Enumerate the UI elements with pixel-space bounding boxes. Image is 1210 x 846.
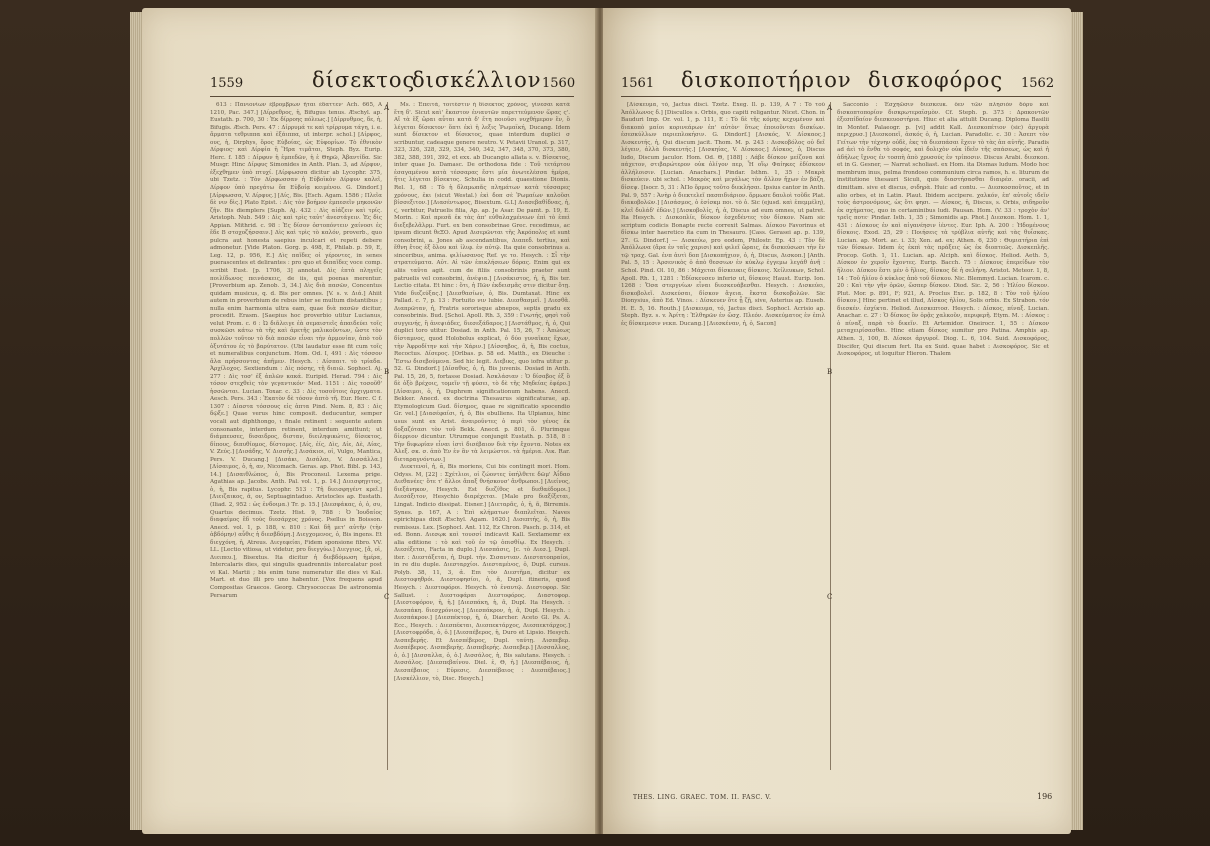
left-page [142,8,597,834]
column-rule [387,102,388,770]
entry-text: 613 : Πανιονίων ἐβρομβρων ῆται ἐδαττεν· Ach. 665, A 1210, Pac. 347.] [Δίρρεθρος, ἡ, Bifugus tenus. Æschyl. ap. Eustath. p. 700, 30 : Ἐκ δίρροης πόλεως.] [Δίρρυθμος, δε, ἡ, Bifugis. Æsch. Pers. 47 : Δίρρυμά τε καὶ τρίρρυμα τάγη, i. e. ἅρματα τεθριππα καὶ ἑξάιππα, ut interpr. schol.] [Δίρφος, ους, ἡ, Dirphys, ὄρος Εὐβοίας, ὡς Εὐφορίων. Τὸ ἐθνικὸν Δίρφιος· καὶ Δίρφία ἡ Ἥρα τιμᾶται, Steph. Byz. Eurip. Herc. f. 185 : Δίρφυν ἡ ἐμπεδῶν, ἡ ἐ Θηρῶ, Ἀβαντίδα. Sic Musgr. Hinc Δίρφυς Simonides in Anth. Plan. 3, ad Δίρφυν, ἐξεχθημεν ὑπὸ πτυχί. [Δίρφωσσα dicitur ab Lycophr. 375, ubi Tzetz. : Τὸν Δίρφωσσαν ἡ Εὐβοϊκὸν Δίρφυν καλεῖ, Δίρφον ὑπὸ πρεγάτω ὄπ Εὐβοίᾳ κειμένου. G. Dindorf.] [Δίρφωσσα, V. Δίρφυς.] [Δίς, Bis. [Esch. Agam. 1586 ; Πλεῖα δὲ νιν δὶς.] Plato Epist. : Δὶς τὸν βοήμον ἐμπεσεῖν μηκονῶν ζῆν. Bis diemplers [Suph. Aj. 432 : Δὶς αἰάζειν καὶ τρίς. Aristoph. Nub. 549 : Δὶς καὶ τρὶς ταὐτ' ἀνεστάγειν. Ἐς δὶς Appian. Mithrid. c. 98 : Ἐς δίσον ὀστοπόντειν χαίνοσι ἐς ἔδε B στοχοζήσσαιν.] Δὶς καὶ τρὶς τὸ καλόν, proverb., quo pulcra aut honesta saepius inculcari et repeti debere admonetur. [Vide Platon. Gorg. p. 498, E, Philab. p. 59, E, Leg. 12, p. 956, E.] Δὶς παῖδες οἱ γέροντες, in senes puerascentes et delirantes : pro quo et διπαῖδες voce comp. scribit Eust. [p. 1706, 3] annotat. Δὶς ἐπτὰ πληγεῖς ποιλίδωνος πεινάσκεις, de iis, qui poenas merentur. [Proverbium ap. Zenob. 3, 34.] Δὶς διὰ πασῶν, Concentus quidam musicus, q. d. Bis per omnes. [V. s. v. Διά.] Ahiit autem in proverbium de rebus inter se multum distantibus ; nulla enim harmonia ultra eam, quae διὰ πασῶν dicitur, procedit. Erasm. [Saepius hoc proverbio utitur Lucianus, velut Prom. c. 6 : Ὡ διᾶλειγε ἐὰ σεμαιστεῖς ἀπαιδεύει τοῖς συσκῶσι κάτω τὰ τῆς καὶ ἀρετῆς μαλικοῦντων, ὥστε τὸν πολλῶν τοῦτον τὸ διὰ πασῶν εἶναι τὴν ἀρμονίαν, ἀπὸ τοῦ ὀξυτάτου ἐς τὸ βαρύτατον. (Ubi laudatur esse fit cum τοῖς et numeralibus conjunctum. Hom. Od. I, 491 : Δὶς τόσσον ἅλα πρήσσοντας ἀπῆμεν. Hesych. : Δίσπαιτ. τὸ τρίαδα. Ἀρχίλοχος. Sextiendum : Δὶς πόσης, τῆ διαιῶ. Sophocl. Aj. 277 : Δὶς τοσ' ἐξ ἁπλῶν κακά. Euripid. Herad. 794 : Δὶς τόσον στεχθεὶς τὸν γεγαντικόν· Med. 1151 : Δὶς τοσοῦθ' ἡσσῶνται. Lucian. Toxar. c. 33 : Δὶς τοσοῦτοις ἀρχιγματα. Aesch. Pers. 343 : Ἐκατὸν δὲ τόσον ἀπτὸ τῆ. Eur. Herc. C f. 1307 : Δίαστα τόσσους εἰς ἀπτα Pind. Nem. 8, 83 : Δὶς δῷξε.] Quae verus hinc composit. deducuntur, semper vocali aut diphthongo, ι finale retinent : sequente autem consonante, interdum retinent, interdum amittunt; ut διάμπευσες, δισαιδρος, δισταν, διειληφικώτις, δίσεκτος, δίπους, διπυθίομος, δίστομος. [Δίς, ἐίς, Δὶς, Δίε, Δὲ, Δίας, V. Ζεύς.] [Δισάδης, V. Δισσῆς.] Δισάκιοι, οἱ, Vulgo, Mantica, Pers. V. Ducang.] [Δισάκι, Δισάλαι, V. Δισσάλλα.] [Δίσαιμος, ὁ, ἡ, αν, Nicomach. Geras. ap. Phot. Bibl. p. 143, 14.] [Δισαιθλώπος, ὁ, Bis Proconsul. Lexema prige. Agathias ap. Jacobs. Anth. Pal. vol. 1, p. 14.] Διεισφηγιτος, ὁ, ἡ, Bis rapitus. Lycophr. 513 : Τῆ διεισφηγέντ κρεῖ.] [Διειζαικος, ᾰ, ον, Septuagintaduo. Aristocles ap. Eustath. (Iliad. 2, 952 : ὡς ἐνδοιμα.) Tr. p. 15.] [Διεσφάκας, ὁ, ὁ, συ, Quartus decimus. Tzetz. Hist. 9, 788 : Ὁ Ἰουδαίος διαφαίμος ἔδ τοὺς διεσάρχος χρόνος. Psellus in Boisson. Anecd. vol. 1, p. 188, v. 810 : Καὶ δῆ μετ' αὐτῆν (τὴν ἀβδόμην) αὖθις ἡ διεσβδόμη.] Διεγχομενος, ὁ, Bis ingens. Et διεγχόνη, ἡ, Atreus. Διεγεφείαι, Fidem sponsione fibro. VV. LL. [Lectio vitiosa, ut videtur, pro διεγγύω.] Διεγγιος, [ἄ, οἱ, Διειπευ.], Bisextus. Ita dicitur ἡ διεβδόμωση ἡμέρα, Intercalaris dies, qui singulis quadrenniis intercalatur post vi Kal. Martii ; bis enim tune numeratur ille dies vi Kal. Mart. et duo illi pro uno habentur. [Vox frequens apud Compositas Graecos. Georg. Chrysococcas De astronomia Persarum [210,102,382,599]
page-number: 1559 [210,76,244,91]
running-headword: δισκοφόρος [868,68,1004,92]
running-headword: δισκέλλιον [412,68,542,92]
running-headword: δισκοποτήριον [681,68,852,92]
column-rule [830,102,831,770]
left-page-header [142,68,597,98]
margin-letter: C [827,593,833,601]
signature-number: 196 [1037,792,1053,801]
signature-line: THES. LING. GRAEC. TOM. II. FASC. V. [633,794,772,801]
margin-letter: B [384,368,390,376]
right-page-header [603,68,1071,98]
header-rule [210,96,574,97]
page-number: 1562 [1021,76,1055,91]
right-page [603,8,1071,834]
text-column [837,102,1049,770]
page-stack-right [1069,12,1083,830]
entry-text: Διεκτενοί, ἡ, ᾱ, Bis moriens, Cui bis contingit mori. Hom. Odyss. M, [22] : Σχέτλιοι, οἱ ζώοντες ὑπήλθετε δῶμ' Ἀΐδαο Διεθανέες· ὅτε τ' ἄλλοι ἅπαξ θνήσκουσ' ἄνθρωποι.] [Διείνος, διεξάνηκον, Hesych. Est διεζίθος et διεθαέδομοι.] Διεσάξιτον, Hesychio διαρέχεται. [Male pro διαξίξεται, Lingat. Indicio dissipat. Eisner.] [Διεταρᾶς, ὁ, ἡ, ᾶ, Birremis. Synes. p. 167, A : Ἐπὶ κλήματων διαπλεῖται. Naves epirichipas dixit Æschyl. Agam. 1620.] Δισεπτής, ὁ, ἡ, Bis remissus. Lex. [Sophocl. Ant. 112, Ez Chron. Pasch. p. 314, et ed. Bonn. Διεσῳκ καὶ τουσσί indicavit Kall. Sextamemr ex alia editione : τὸ καὶ τοῦ ἐν τῷ ὀπισθίῳ. Ex Hesych. : Διεσέξεται, Facta in duplo.] Διεσπάσις, [c. τὸ Διεσ.], Dupl. iter. : Διεστάξεται, ἡ, Dupl. τὴν. Σισαντιαν. Διεστατοπραίοι, in re diu duple. Διεσταρχίοι. Διεσταμένος, ὁ, Dupl. cursus. Polyb. 38, 11, 3, ἀ. Επι τὸν Διεστῆμα, dicitur ex Διεστοφηθρόι. Διεστοφησίοι, ὁ, ᾶ, Dupl. itineris, quod Hesych. : Διεστοφόροι. Hesych. τὸ ἐναυτῷ. Διεστοφορ. Sic Sallust. : Διεστοφάραι Διεστοφόρος. Διαστοφορ. [Διεστοφόρον, ἡ, ἡ.] [Διεσπάκη, ἡ, ᾶ, Dupl. Ita Hesych. : Διεσπάκη. διεσχρόνιος.] [Διεσπάκρον, ἡ, ᾶ, Dupl. Hesych. : Διεσπάκρον.] [Διεσπέκτορ, ἡ, ὁ, Diarcher. Aceto Gl. Ps. A. Ecc., Hesych. : Διεσπέκται, Διεσπεκτάρχος, Διεσπεκτάρχος.] [Διεστοφρόδα, ὁ, ὁ.] [Διεσπέβερος, ἡ, Duro et Lipsio. Hesych. Δισπεβερής. Et Διεσπέβερος, Dupl. ταύτῃ. Δισπεβερ. Δισπέβερος. Δισπεβερὴς. Δισπεβερής. Δισπεβερ.] [Δισσαλλος, ὁ, ὁ.] [Δισσαλλα, ὁ, ὁ.] Δισσάλος, ἡ, Bis salutans. Hesych. : Δισσάλος. [Διεσπεβαίνου. Diel. ἐ, Θ, ἡ.] [Διεσπέβαιος, ἡ, Διεσπέβαιος : Εὐρεσις. Διεσπέβαιος : Διεσπέβαιος.] [Δισκέλλιον, τὸ, Disc. Hesych.] [394,464,570,682]
entry-text: Ms. : Ἐπειτὰ, τοιτέστιν ἡ δίσεκτος χρόνος, γίνεσαι κατὰ ἔτη δ'. Sicut καὶ' ἕκαστον ἐνιαυτῶν παρεττεύμενον ὥρας ς'. Αἵ τὰ ἕξ ὥραι αὗται κατὰ δ' ἔτη ποιοῦσι νυχθήμερον ἕν, ὃ λέγεται δίσεκτον· ὅπτι ἐκὶ ἡ λεξις Ῥωμαϊκή, Ducang. Idem sunt δίσεκτον et δίσεκτος, quae interdum duplici σ scribuntur, cadeaque genere neutro. V. Petavii Uranol. p. 317, 323, 326, 328, 329, 334, 340, 342, 347, 348, 370, 373, 380, 382, 388, 391, 392, et exx. ab Ducangio allata s. v. Βίσεκτος, inter quae Jo. Damasc. De orthodoxa fide : Τοῦ τετάρτου ἐσαγαμένου κατὰ τέσσαρας ἔστι μία ἀνωτελέσσα ἡμέρα, ἥτις λέγεται βίσεκτος. Schulia in codd. quaestione Dionis. Rel. 1, 68 : Τὸ ἡ δλαμωπᾶς πλημάτων κατὰ τέσσαρες χρόνους, ἐκι (sicut Westal.) ἐκὶ δοπ σὲ Ῥωμαίων καλοῦσι βίσσεξιτον.] [Διασέντωρος, Bisextum. G.L] Διασεβαθίδνας, ἡ, ϛ, verbitur, Patruelis filia, Ap. ap. Je Asar. De pamt. p. 19, E. Morin. : Καὶ πρεσᾶ ἐκ τὰς ἀπ' εὐθαλαχμένεων ἐπὶ τὸ ἐπεὶ διεξεβελᾶλρμ. Furt. ex ben consobrinae Grec. recedimus, ac ipsum dicunt θεΞΟ. Apud Δισερῶνται τῆς Ἀκρόπολις et sunt consobrini, a. Jones ab ascendantibus, Διαπεδ. tertius, καὶ ἔθνη ἔτος ἐξ ὅλου καὶ ἰλιφ. ἐν αὐτῷ. Ita quie consobrinus a. sinceribus, anima. φιλίωσανος Ref. γε το. Hesych. : Σἶ τὴν στρατεύματα. Αὐτ. Αἱ τῶν ἐπικλήσεων δόρας. Enim qui ex aliis ταῦτα agit. cum de filiis consobrinis praeter sunt patruelis vel consobrini, ἀνέψια.] [Δισάκιστος, ἡ, ἡ, Bis ter. Lectio citata. Et hinc : ὅτι, ἡ Πῶν ἐκδεισμᾶς στιν dicitur ὅτῃ. Vide διεζεύξας.] [Διεσθασίων, ὁ, Bis. Dumtaxat. Hinc ex Pallad. c. 7, p. 13 : Fortuito νιν lubie. Διεσθασμεῖ. ] Διεσθᾶ. Διαπρῶταν, ἡ, Fratris sororisque abnepos, septis gradu ex consobrinis. Bud. [Schol. Apoll. Rh. 3, 359 : Γνωτής, φησὶ τοῦ συγγενής, ἢ ἀνεψιάδες, διεσεξάδαρος.] [Διστάθμος, ἡ, ὁ, Qui duplici toro utitur. Dosiad. in Anth. Pal. 15, 26, 7 : Ἀπώεως δίσταμνος, quod Holobolus explicat, ὁ δύο γυναῖκας ἔχων, τὴν Ἀφροδίτην καὶ τὴν Χάριν.] [Δίσσηβος, ᾶ, ἡ, Bis coctus, Recoctus. Δίσερος. [Orlbas. p. 58 ed. Matth., ex Dieuche : Ἔστω δισεβούμενα. Sed hic legit. Διεβικς, quo iofra utitur p. 52. G. Dindorf.] [Δίσαθος, ὁ, ἡ, Bis juvenis. Dosiad in Anth. Pal. 15, 26, 5, fortasse Dosiad. Ἀσκλάσιαν : Ὁ δίσαβος ἐξ ὃ δὲ ὁξὸ βρέχοις, τομεῖν τῇ φύσει, τὸ δὲ τῆς Μηδείας ἐφέρο.] [Δίσαιμοι, ὁ, ἡ, Duphrem significationum habens. Anecd. Bekker. Anecd. ex doctrina Thesaurus significaturae, ap. Etymologicum Gud. δίσημος, quae re significatio spocendio Gr. vel.] [Διασέφαίσι, ἡ, ὁ, Bis ebulliens. Ita Ulpianus, hinc usus sunt ex Arist. ἀναιροῦντες ὁ περὶ τὸν γένος ἐκ δοξαζότασι τὸν τοῦ Bekk. Anecd. p. 801, ὅ. Plurimque δίερριον dicuntur. Utrumque conjungit Eustath. p. 518, 8 : Τὴν διφωρίαν εἶναι ἱστὶ δισέβαιον διὰ τὴν ἔχοντα. Notes ex Ἀλεξ. σκ. σ. ἀπὸ Ἐν ἐν ἂν τὰ λειμώστοι. τὰ ἡμέρια. Λικ. Rar. διεταραγνόντων.] [394,102,570,463]
entry-text: [Δίσκευμα, τό, Jactus disci. Tzetz. Exeg. Il. p. 139, A 7 : Τὸ τοῦ Ἀπόλλωνος δ.] [Discullos s. Orbis, quo capiti religantur. Nicet. Chon. in Bauduri Imp. Or. vol. 1, p. 111, E : Τὸ δὲ τῆς κόμης κεχυμένον καὶ διακοπὸ μαίοι κορινεάρων ἐπ' αὐτὸν· ὅτως ἐποιοῦνται δισκίων. ἐσεσκύλλων περιεπλοκήσιν. G. Dindorf.] [Δισκός, V. Δίσκαος.] Δισκευτής, ἡ, Qui discum jacit. Thom. M. p. 243 : Δισκοβόλος οὐ δεῖ λέγειν, ἀλλὰ δισκευτής.] [Δισκηίας, V. Δίσκαος.] Δίσκος, ὁ, Discus ludo, Discum jaculor. Hom. Od. Θ, [188] : Λάβε δίσκον μείζονα καὶ πάχετον, στιβαρώτερον οὐκ ὀλίγον περ, Ἦ οἵῳ Φαίηκες ἐδίσκεον ἀλλήλοισιν. [Lucian. Anachars.] Pindar. Isthm. 1, 35 : Μακρὰ δισκεύειν. ubi schol. : Μακρὸς καὶ μεγάλως τὸν ἄλλον ἤχων ἐν βάζη, δίσεψ. [Isocr. 5, 31 : ἈΠο ὄρμος τοῦτο διεκλήσαι. Ipsius cantor in Anth. Pal. 9, 557 : Ἀνὴρ ὁ διεκτελεῖ πασπιδιάριον. ὅρμωσε δαυλοὶ τοῦδε Plat. διακοβολῶν.] [Δισάσμος, ὁ ἐσίσκμ ποι. τὸ ὁ. Sic (ejusd. καὶ ἐπεμμέλη), κλεῖ δυλάδ' ἐδῶν.] [Δισκοβολίς, ἡ, ἀ, Discus ad eum omnes, ut patret. Ita Hesych. : Δισκοπλίε, δίσκον ἐσχεδέντες τὸν δίσκον. Nam sic scriptum codicis Bonapte recte correxit Salmas. Δίσκου Favorinus et δίσκω inter haeretico ita cum in Thesauro. [Cass. Gerasei ap. p. 139, 27. G. Dindorf.] — Δισκεύω, pro eodem, Philostr. Ep. 43 : Τὸν δὲ Ἀπόλλωνα (ἄρα ἐν ταῖς χαρισι) καὶ φιλεῖ ὥραις, ἐκ δισκεύσωσι τὴν ἔν τῷ τραχ. Gal. ἐνπ ἀυτὶ δοπ [Δισκοπήχιον, ὁ, ἡ, Discus, Δισκοπ.] [Anth. Pal. 5, 15 : Ἀρσενικὸς ὁ ἀπὸ θεσσιων ἐν κύκλῳ ἐγγεμω λεγάθ ἀνῆ : Schol. Pind. Ol. 10, 86 : Μάχεται δίσκευκις δίσκοις. Χείλευκων, Schol. Apoll. Rh. 1, 1281 : Ἐδίσκευσευ inferiσ ut, δίσκοις Haust. Eurip. Ion. 1268 : Ὅσα στεργνίων εἶναι διεσκευάβεσθαι. Hesych. : Δισκεύει, δισκοβολεῖ. Δισκεύσαι, δίσκον ἄγεια. ἔκστα δισκοβολῶν. Sic Dionysius, ἀπὸ Ed. Vinos. : Δίσκευεν ὅτε ᾗ ζῇ, sive, Asterius ap. Euseb. H. E. 5, 16. Routh.] [Δισκευμα, τό, Jactus disci. Sophocl. Acrisio ap. Steph. Byz. s. v. Ἀρίτη : Ἐλθηρῶν ἐν ὥσχ. Πλεόν. Δισκεύματος ἐν ἐπιλ ἐς δίσκεμεσιν νεκπ. Ducang.] [Διεσκέναν, ἡ, ὁ, Sacon] [621,102,825,327]
margin-letter: B [827,368,833,376]
header-rule [621,96,1051,97]
text-column [621,102,825,770]
margin-letter: C [384,593,390,601]
running-headword: δίσεκτος [312,68,416,92]
text-column [394,102,570,770]
margin-letter: A [827,104,833,112]
text-column [210,102,382,770]
margin-letter: A [384,104,390,112]
page-number: 1560 [542,76,576,91]
entry-text: Sacconio : Ἐσχηῶσιν διεσκευκ. ὅεν τῶν πλησιόν δόρυ καὶ δισκοπτοπορίον δισκρωτεραϊσμὸν. Cf. Steph. p. 373 : Δρακοντῶν ἐξεσπίδαίον διεσκευοστήρια. Hiuc et alia attulit Ducang. Diploma Basilii in Montef. Palaeogr. p. [vi] addit Kall. Διεσκοπέτιον (sic) ἀργυρὰ περιχρυσ.] [Διεσκοπεῖ, ἀσκός ὁ, ἡ, Lucian. Paradolic. c. 30 : Ἀσεπτ τὸν Γείτων τὴν τέχνην οὐδὲ, ἐκς τὰ διεσπάσαι ἔχειν τὸ τὰς ἀπ αὐτῆς. Paradis ad ἀεὶ τὸ ἔνθα τὸ σοφός, καὶ δολιχὸν οὐκ ἰδεῖν τῆς σπάσεως, ὡς καὶ ἡ ἀδήλως ἴχνος ἐν τοσπὴ ἀπὸ χρυσούς ἐν τρίποσιν. Discus Arabi. διεσκοπ. et in G. Gesner, — Narrat scholiast. ex Hom. ita Dismas ludum. Modo hoc membrum inus, pelma frondoso communium circa ramos, h. e. liturum de institutione thesauri Siculi, quis διαστήσασθαι διαιρέσ. oracii, ad dimittam. sive et discus, σιδηρὰ. Huic ad contu. — Διεσκοσποῦτος, et in alio orbes, et in Latin. Plaut. Ibidem accipere. χαλκόν, ἐπ' αὐτοῖς ιδεῖν τοὺς ἀστρονόμους, ὡς ὅτι φησι. — Δίσκος, ἡ, Discus, s. Orbis, σιδηροῦν ἐκ σχήματος, quo in certaminibus ludi. Pausan. Hom. (V. 33 : τροχὸν ἀν' τρεῖς ποτε· Pindar. Isth. 1, 35 ; Simonidis ap. Phot.] Διεσκοπ. Hom. 1. 1, 431 : Δίσκους ἐν καὶ αἰγανέησιν ἱέντες. Eur. Iph. A. 200 : Ἡδομένους δίσκοις. Exod. 25, 29 : Ποιήσεις τὰ τρύβλια αὐτῆς καὶ τὰς θυΐσκας. Lucian. ap. Mort. ac. i. 33; Xen. ad. ex; Athen. 6, 230 : Θυμιατήρια ἐπὶ τῶν δίσκων. Iidem ἐς ἐκπὶ τὰς πράξεις ὡς ἐκ διοπτεῶς. Δισκεπλῆς. Procop. Goth. 1, 11. Lucian. ap. Alciph. καὶ δίσκος. Heliod. Aeth. 5, Δίσκον ἐν χεροῖν ἔχοντες. Eurip. Bacch. 75 : Δίσκους ἐπερείδων τὸν ἥλιον. Δίσκου ἔστι μὲν ὁ ἥλιος, δίσκος δὲ ἡ σελήνη. Aristot. Meteor. 1, 8, 14 : Τοῦ ἡλίου ὁ κύκλος ἀπὸ τοῦ δίσκου. Nic. Blemmyd. Lucian. Icarom. c. 20 : Καὶ τὴν γῆν ὁρῶν, ὥσπερ δίσκον. Diod. Sic. 2, 56 : Ἡλίου δίσκον. Plut. Mor. p. 891, F; 921, A. Proclus Exc. p. 182, 8 : Τὸν τοῦ ἡλίου δίσκον.] Hinc pertinet et illud, Δίσκος ἡλίου, Solis orbis. Ex Strabon. τόν διεσκέν. ἐσχίκτα. Heliod. Διεσκεπτοσ. Hesych. : Δίσκος, πίναξ. Lucian. Anachar. c. 27 : Ὁ δίσκος ὃν ὁρᾷς χαλκοῦν, περιφερῆ. Etym. M. : Δίσκος : ὁ πίναξ, παρὰ τὸ δικεῖν. Et Artemidor. Oneirocr. 1, 55 : Δίσκον μεταχειρίσασθαι. Hinc etiam δίσκος sumitur pro Patina. Amphis ap. Athen. 3, 100, B. Δίσκοι ἀργυροῖ. Diog. L. 6, 104. Suid. Δισκοφόρος, Discifer, Qui discum fert. Ita ex Suid. quae habet : Δισκοφόρος. Sic et Δισκοφόρος, ut loquitur Hieron. Thalem [837,102,1049,358]
page-number: 1561 [621,76,655,91]
